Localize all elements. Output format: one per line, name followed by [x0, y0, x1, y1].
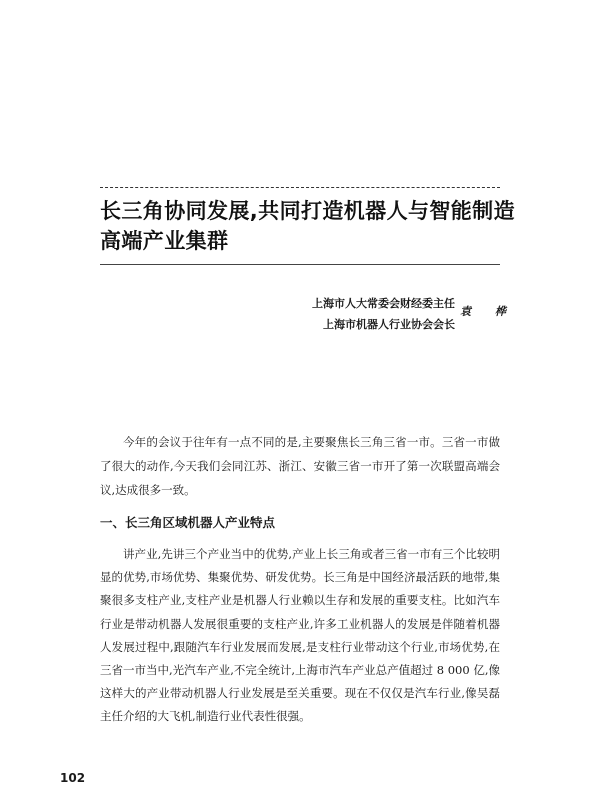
section-paragraph: 讲产业,先讲三个产业当中的优势,产业上长三角或者三省一市有三个比较明显的优势,市场优势、集聚优势、研发优势。长三角是中国经济最活跃的地带,集聚很多支柱产业,支柱产业是机器人行业赖以生存和发展的重要支柱。比如汽车行业是带动机器人发展很重要的支柱产业,许多工业机器人的发展是伴随着机器人发展过程中,跟随汽车行业发展而发展,是支柱行业带动这个行业,市场优势,在三省一市当中,光汽车产业,不完全统计,上海市汽车产业总产值超过 8 000 亿,像这样大的产业带动机器人行业发展是至关重要。现在不仅仅是汽车行业,像吴磊主任介绍的大飞机,制造行业代表性很强。	[100, 547, 500, 724]
author-affiliation-2: 上海市机器人行业协会会长	[323, 318, 455, 331]
article-title: 长三角协同发展,共同打造机器人与智能制造高端产业集群	[100, 199, 515, 253]
author-affiliation-1: 上海市人大常委会财经委主任	[312, 297, 455, 310]
title-bottom-rule	[100, 264, 500, 265]
author-name: 袁 桦	[460, 305, 516, 318]
page-number: 102	[60, 771, 86, 785]
section-heading: 一、长三角区域机器人产业特点	[100, 515, 276, 530]
intro-paragraph: 今年的会议于往年有一点不同的是,主要聚焦长三角三省一市。三省一市做了很大的动作,今天我们会同江苏、浙江、安徽三省一市开了第一次联盟高端会议,达成很多一致。	[100, 435, 500, 497]
author-block	[300, 293, 520, 335]
title-top-rule	[100, 187, 500, 188]
